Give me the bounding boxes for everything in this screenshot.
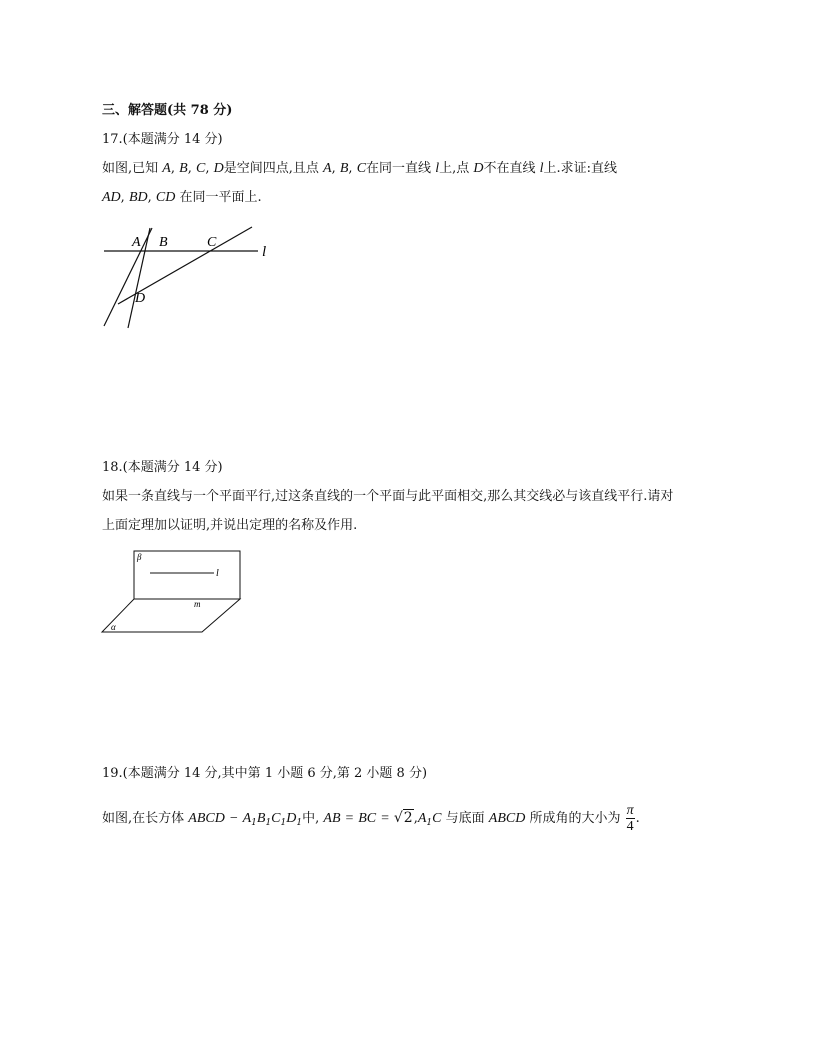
label-beta: β [137, 552, 142, 562]
q18-header: 18.(本题满分 14 分) [102, 460, 223, 475]
q17-text-line1: 如图,已知 A, B, C, D是空间四点,且点 A, B, C在同一直线 l上,点 D不在直线 l上.求证:直线 [102, 161, 618, 176]
section-title: 三、解答题(共 78 分) [102, 103, 233, 118]
q19-text: 如图,在长方体 ABCD − $A_1B_1C_1D_1$中, AB = BC = $√2,A_1C$ 与底面 ABCD 所成角的大小为 $\frac{\pi}{4}$ . [102, 803, 640, 834]
line-l: l [435, 161, 440, 176]
fraction-pi-over-4: $\frac{\pi}{4}$ [626, 803, 634, 834]
q18-figure [98, 545, 248, 637]
solid-base: ABCD [188, 811, 225, 826]
fig-label-d: D [135, 291, 146, 306]
q17-figure [98, 224, 283, 332]
q18-text-line1: 如果一条直线与一个平面平行,过这条直线的一个平面与此平面相交,那么其交线必与该直线平行.请对 [102, 489, 674, 504]
q19-header: 19.(本题满分 14 分,其中第 1 小题 6 分,第 2 小题 8 分) [102, 766, 428, 781]
q17-text-line2: AD, BD, CD 在同一平面上. [102, 190, 262, 205]
q17-text: 如图,已知 [102, 161, 159, 176]
fig-label-b: B [159, 235, 168, 250]
segment-ad: AD [102, 190, 121, 205]
plane-beta [134, 551, 240, 599]
q18-text-line2: 上面定理加以证明,并说出定理的名称及作用. [102, 518, 358, 533]
segment-cd: CD [155, 190, 176, 205]
point-c: C [195, 161, 206, 176]
label-alpha: α [111, 622, 116, 632]
q17-header: 17.(本题满分 14 分) [102, 132, 223, 147]
label-l: l [216, 568, 219, 579]
fig-label-c: C [207, 235, 217, 250]
point-b: B [179, 161, 188, 176]
fig-label-a: A [132, 235, 141, 250]
fig-label-l: l [262, 244, 267, 260]
segment-bd: BD [128, 190, 148, 205]
line-ad [104, 228, 152, 326]
plane-alpha [102, 599, 240, 632]
point-a: A [162, 161, 171, 176]
label-m: m [194, 599, 201, 609]
sqrt-two: √2 [393, 810, 413, 826]
point-d: D [213, 161, 224, 176]
